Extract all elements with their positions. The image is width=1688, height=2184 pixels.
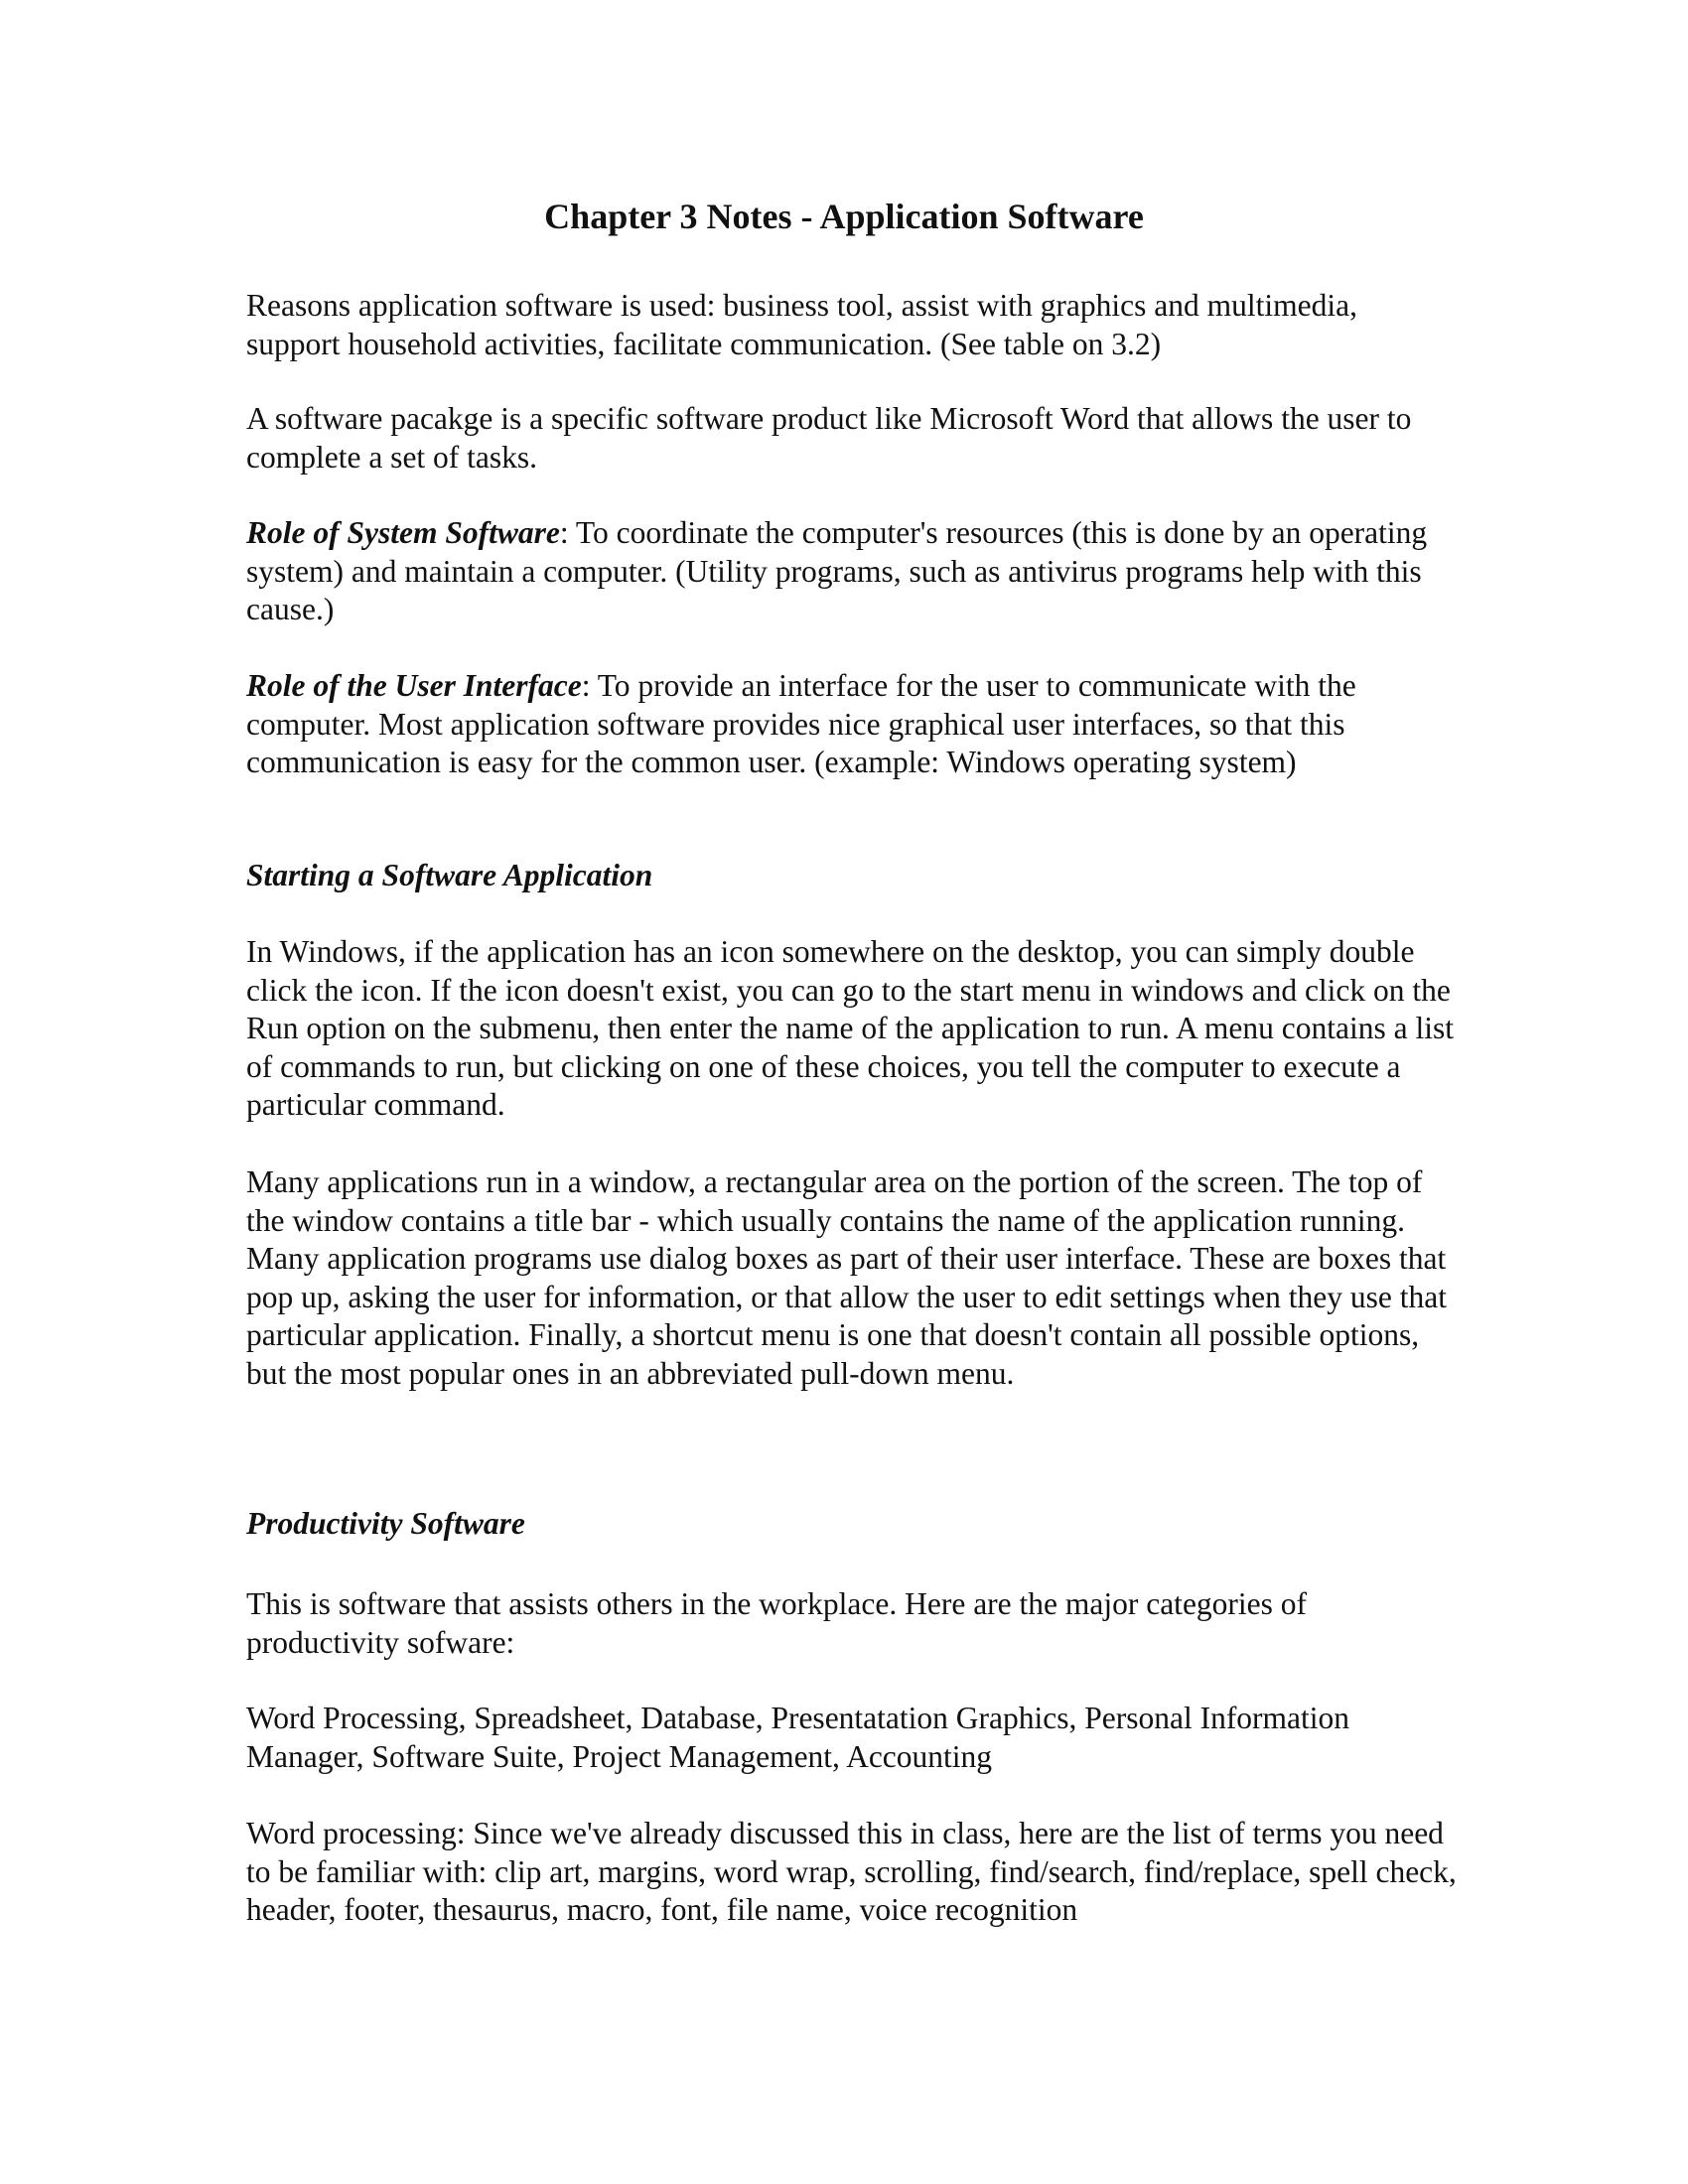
paragraph-role-user-interface — [246, 667, 1458, 782]
paragraph-software-package — [246, 400, 1458, 477]
paragraph-text: Word Processing, Spreadsheet, Database, Presentatation Graphics, Personal Information Manager, Software Suite, Project Management, Accounting — [246, 1701, 1350, 1774]
paragraph-text — [246, 514, 1458, 629]
paragraph-productivity-intro — [246, 1585, 1458, 1662]
paragraph-starting-windows — [246, 933, 1458, 1125]
page-title: Chapter 3 Notes - Application Software — [544, 197, 1144, 236]
paragraph-word-processing-terms — [246, 1815, 1458, 1930]
term-label: Role of System Software — [246, 515, 560, 550]
paragraph-text: Word processing: Since we've already discussed this in class, here are the list of terms you need to be familiar with: clip art, margins, word wrap, scrolling, find/search, find/replace, spell check, header, footer, thesaurus, macro, font, file name, voice recognition — [246, 1816, 1457, 1927]
paragraph-text: A software pacakge is a specific software product like Microsoft Word that allows the user to complete a set of tasks. — [246, 401, 1412, 475]
paragraph-text: In Windows, if the application has an icon somewhere on the desktop, you can simply double click the icon. If the icon doesn't exist, you can go to the start menu in windows and click on the Run option on the submenu, then enter the name of the application to run. A menu contains a list of commands to run, but clicking on one of these choices, you tell the computer to execute a particular command. — [246, 934, 1455, 1122]
paragraph-role-system-software — [246, 514, 1458, 629]
paragraph-text: This is software that assists others in the workplace. Here are the major categories of productivity sofware: — [246, 1586, 1308, 1660]
paragraph-reasons — [246, 287, 1458, 363]
term-label: Role of the User Interface — [246, 668, 582, 703]
paragraph-productivity-categories — [246, 1700, 1458, 1776]
section-heading-starting-application: Starting a Software Application — [246, 858, 653, 892]
paragraph-windows-dialogs — [246, 1163, 1458, 1393]
section-heading-productivity-software: Productivity Software — [246, 1506, 525, 1541]
term-definition: : To provide an interface for the user to communicate with the computer. Most application software provides nice graphical user interfaces, so that this communication is easy for the common user. (example: Windows operating system) — [246, 668, 1356, 779]
paragraph-text: Many applications run in a window, a rectangular area on the portion of the screen. The top of the window contains a title bar - which usually contains the name of the application running. Many application programs use dialog boxes as part of their user interface. These are boxes that pop up, asking the user for information, or that allow the user to edit settings when they use that particular application. Finally, a shortcut menu is one that doesn't contain all possible options, but the most popular ones in an abbreviated pull-down menu. — [246, 1164, 1447, 1391]
term-definition: : To coordinate the computer's resources (this is done by an operating system) and maintain a computer. (Utility programs, such as antivirus programs help with this cause.) — [246, 515, 1428, 626]
paragraph-text: Reasons application software is used: business tool, assist with graphics and multimedia, support household activities, facilitate communication. (See table on 3.2) — [246, 288, 1357, 361]
paragraph-text — [246, 667, 1458, 782]
